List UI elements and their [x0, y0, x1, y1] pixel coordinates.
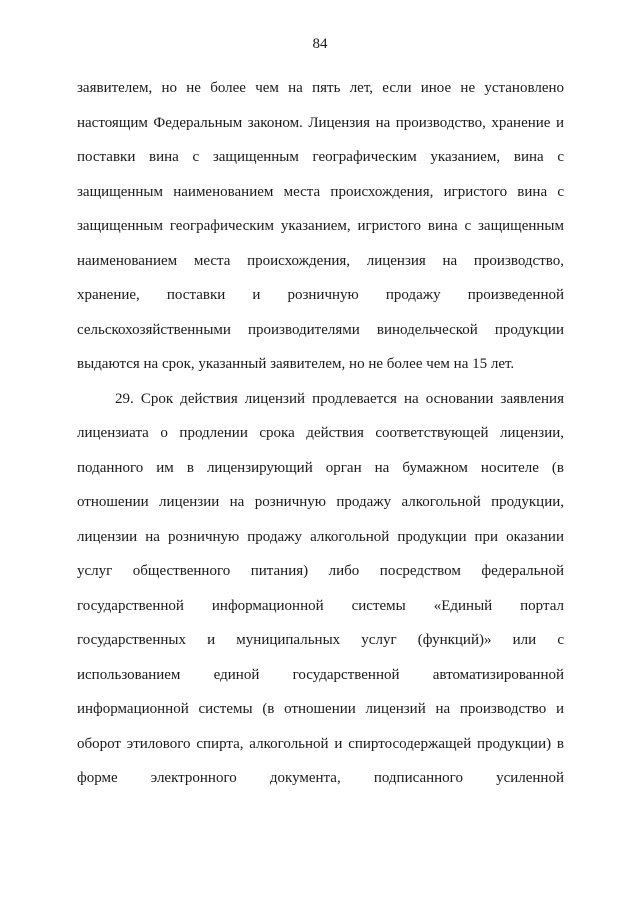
text-line: защищенным наименованием места происхождения, игристого вина с — [77, 183, 564, 200]
text-line: 29. Срок действия лицензий продлевается на основании заявления — [115, 390, 564, 407]
paragraph-1 — [77, 78, 564, 389]
text-line: хранение, поставки и розничную продажу произведенной — [77, 287, 564, 303]
text-line: поданного им в лицензирующий орган на бумажном носителе (в — [77, 459, 564, 476]
text-line: использованием единой государственной автоматизированной — [77, 666, 564, 683]
text-line: поставки вина с защищенным географическим указанием, вина с — [77, 149, 564, 165]
text-line: государственных и муниципальных услуг (функций)» или с — [77, 632, 564, 648]
text-line: заявителем, но не более чем на пять лет, если иное не установлено — [77, 80, 564, 96]
paragraph-29 — [77, 389, 564, 803]
text-line: наименованием места происхождения, лицензия на производство, — [77, 252, 564, 269]
text-line: сельскохозяйственными производителями винодельческой продукции — [77, 321, 564, 338]
text-line: услуг общественного питания) либо посредством федеральной — [77, 563, 564, 579]
text-line: оборот этилового спирта, алкогольной и спиртосодержащей продукции) в — [77, 735, 564, 752]
page-number: 84 — [312, 36, 328, 52]
text-line: форме электронного документа, подписанного усиленной — [77, 770, 564, 786]
text-line: государственной информационной системы «Единый портал — [77, 597, 564, 614]
text-line: информационной системы (в отношении лицензий на производство и — [77, 701, 564, 717]
text-line: лицензии на розничную продажу алкогольной продукции при оказании — [77, 528, 564, 545]
text-line: выдаются на срок, указанный заявителем, но не более чем на 15 лет. — [77, 356, 515, 372]
document-body — [77, 78, 564, 803]
text-line: лицензиата о продлении срока действия соответствующей лицензии, — [77, 425, 564, 441]
text-line: защищенным географическим указанием, игристого вина с защищенным — [77, 218, 564, 234]
text-line: отношении лицензии на розничную продажу алкогольной продукции, — [77, 494, 564, 510]
text-line: настоящим Федеральным законом. Лицензия на производство, хранение и — [77, 114, 564, 131]
